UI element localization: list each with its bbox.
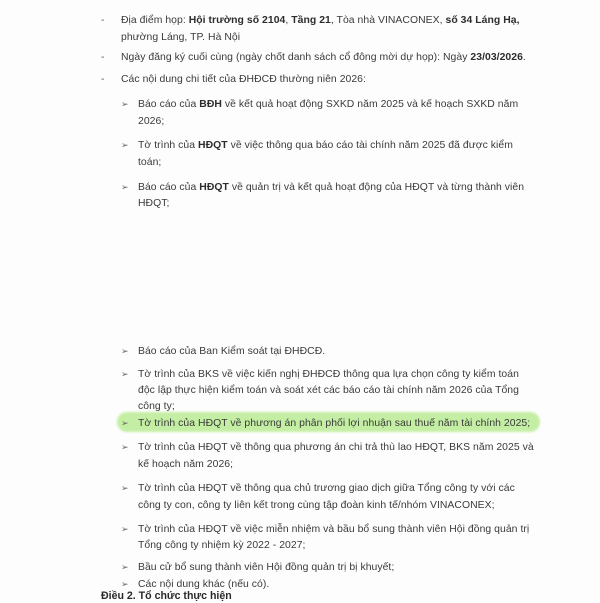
venue-line: Địa điểm họp: Hội trường số 2104, Tầng 21, Tòa nhà VINACONEX, số 34 Láng Hạ, — [121, 15, 520, 26]
agenda-intro: Các nội dung chi tiết của ĐHĐCĐ thường niên 2026: — [121, 74, 366, 85]
arrow-bullet-icon: ➢ — [121, 442, 129, 452]
bullet-dash: - — [101, 74, 105, 85]
arrow-bullet-icon: ➢ — [121, 369, 129, 379]
section-heading: Điều 2. Tổ chức thực hiện — [101, 590, 232, 602]
bullet-dash: - — [101, 52, 105, 63]
agenda-item: Tờ trình của HĐQT về việc thông qua báo cáo tài chính năm 2025 đã được kiểm — [138, 140, 513, 151]
arrow-bullet-icon: ➢ — [121, 483, 129, 493]
agenda-item-continued: công ty; — [138, 401, 175, 412]
agenda-item-highlighted: Tờ trình của HĐQT về phương án phân phối lợi nhuận sau thuế năm tài chính 2025; — [138, 418, 531, 429]
agenda-item-continued: toán; — [138, 157, 162, 168]
agenda-item: Báo cáo của HĐQT về quản trị và kết quả hoạt động của HĐQT và từng thành viên — [138, 182, 525, 193]
agenda-item-continued: 2026; — [138, 116, 165, 127]
agenda-item-continued: Tổng công ty nhiệm kỳ 2022 - 2027; — [138, 540, 306, 551]
arrow-bullet-icon: ➢ — [121, 99, 129, 109]
agenda-item: Tờ trình của BKS về việc kiến nghị ĐHĐCĐ thông qua lựa chọn công ty kiểm toán — [138, 369, 519, 380]
arrow-bullet-icon: ➢ — [121, 579, 129, 589]
arrow-bullet-icon: ➢ — [121, 182, 129, 192]
agenda-item: Báo cáo của Ban Kiểm soát tại ĐHĐCĐ. — [138, 346, 326, 357]
arrow-bullet-icon: ➢ — [121, 346, 129, 356]
agenda-item-continued: công ty con, công ty liên kết trong cùng tập đoàn kinh tế/nhóm VINACONEX; — [138, 500, 495, 511]
agenda-item-continued: HĐQT; — [138, 198, 170, 209]
venue-line-2: phường Láng, TP. Hà Nội — [121, 32, 241, 43]
agenda-item: Báo cáo của BĐH về kết quả hoạt động SXKD năm 2025 và kế hoạch SXKD năm — [138, 99, 519, 110]
agenda-item: Bầu cử bổ sung thành viên Hội đồng quản trị bị khuyết; — [138, 562, 395, 573]
arrow-bullet-icon: ➢ — [121, 562, 129, 572]
agenda-item-continued: độc lập thực hiện kiểm toán và soát xét các báo cáo tài chính năm 2026 của Tổng — [138, 385, 519, 396]
agenda-item-continued: kế hoạch năm 2026; — [138, 459, 234, 470]
bullet-dash: - — [101, 15, 105, 26]
agenda-item: Các nội dung khác (nếu có). — [138, 579, 270, 590]
arrow-bullet-icon: ➢ — [121, 140, 129, 150]
arrow-bullet-icon: ➢ — [121, 418, 129, 428]
arrow-bullet-icon: ➢ — [121, 524, 129, 534]
record-date-line: Ngày đăng ký cuối cùng (ngày chốt danh sách cổ đông mời dự họp): Ngày 23/03/2026. — [121, 52, 526, 63]
agenda-item: Tờ trình của HĐQT về việc miễn nhiệm và bầu bổ sung thành viên Hội đồng quản trị — [138, 524, 530, 535]
agenda-item: Tờ trình của HĐQT về thông qua chủ trương giao dịch giữa Tổng công ty với các — [138, 483, 515, 494]
agenda-item: Tờ trình của HĐQT về thông qua phương án chi trả thù lao HĐQT, BKS năm 2025 và — [138, 442, 534, 453]
